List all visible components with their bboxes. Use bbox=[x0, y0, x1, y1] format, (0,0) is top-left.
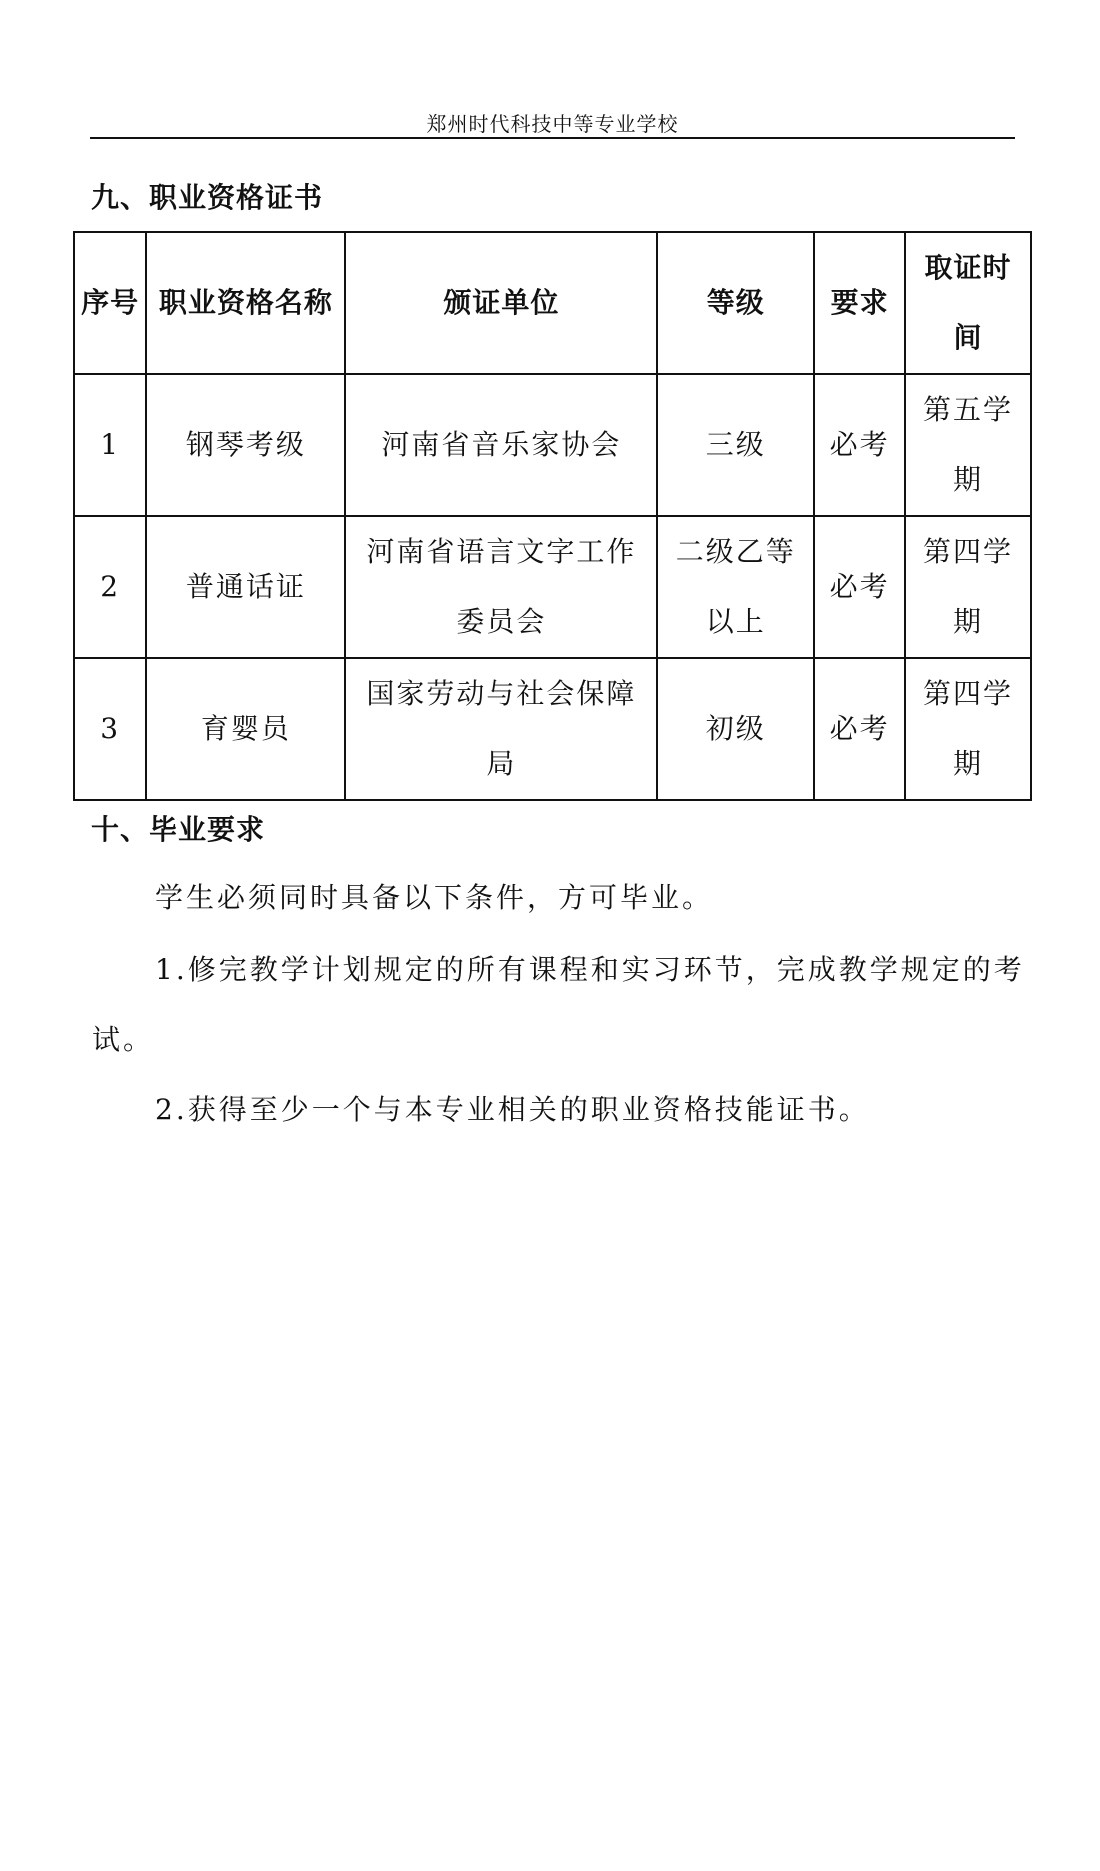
graduation-intro: 学生必须同时具备以下条件，方可毕业。 bbox=[155, 881, 714, 914]
cell-cert-name: 钢琴考级 bbox=[146, 374, 345, 516]
cell-requirement: 必考 bbox=[814, 374, 905, 516]
graduation-requirement-2: 2.获得至少一个与本专业相关的职业资格技能证书。 bbox=[155, 1093, 870, 1126]
cell-issuer: 国家劳动与社会保障局 bbox=[345, 658, 657, 800]
cell-seq: 1 bbox=[74, 374, 146, 516]
header-requirement: 要求 bbox=[814, 232, 905, 374]
header-issuer: 颁证单位 bbox=[345, 232, 657, 374]
cell-level: 初级 bbox=[657, 658, 814, 800]
section-heading-certificates: 九、职业资格证书 bbox=[91, 181, 324, 214]
table-header-row bbox=[74, 232, 1031, 374]
table-row bbox=[74, 516, 1031, 658]
cell-requirement: 必考 bbox=[814, 658, 905, 800]
graduation-requirement-1: 1.修完教学计划规定的所有课程和实习环节，完成教学规定的考 bbox=[155, 953, 1025, 986]
graduation-requirement-1-continued: 试。 bbox=[92, 1023, 155, 1056]
cell-level: 二级乙等以上 bbox=[657, 516, 814, 658]
header-level: 等级 bbox=[657, 232, 814, 374]
header-seq: 序号 bbox=[74, 232, 146, 374]
cell-cert-name: 育婴员 bbox=[146, 658, 345, 800]
header-divider bbox=[90, 137, 1015, 139]
cell-requirement: 必考 bbox=[814, 516, 905, 658]
header-time: 取证时间 bbox=[905, 232, 1031, 374]
section-heading-graduation: 十、毕业要求 bbox=[91, 813, 266, 846]
cell-issuer: 河南省语言文字工作委员会 bbox=[345, 516, 657, 658]
cell-cert-name: 普通话证 bbox=[146, 516, 345, 658]
cell-time: 第五学期 bbox=[905, 374, 1031, 516]
page-header: 郑州时代科技中等专业学校 bbox=[426, 112, 679, 136]
cell-level: 三级 bbox=[657, 374, 814, 516]
certificate-table bbox=[73, 231, 1032, 801]
table-row bbox=[74, 374, 1031, 516]
cell-seq: 3 bbox=[74, 658, 146, 800]
table-row bbox=[74, 658, 1031, 800]
header-cert-name: 职业资格名称 bbox=[146, 232, 345, 374]
cell-time: 第四学期 bbox=[905, 516, 1031, 658]
cell-time: 第四学期 bbox=[905, 658, 1031, 800]
cell-issuer: 河南省音乐家协会 bbox=[345, 374, 657, 516]
cell-seq: 2 bbox=[74, 516, 146, 658]
